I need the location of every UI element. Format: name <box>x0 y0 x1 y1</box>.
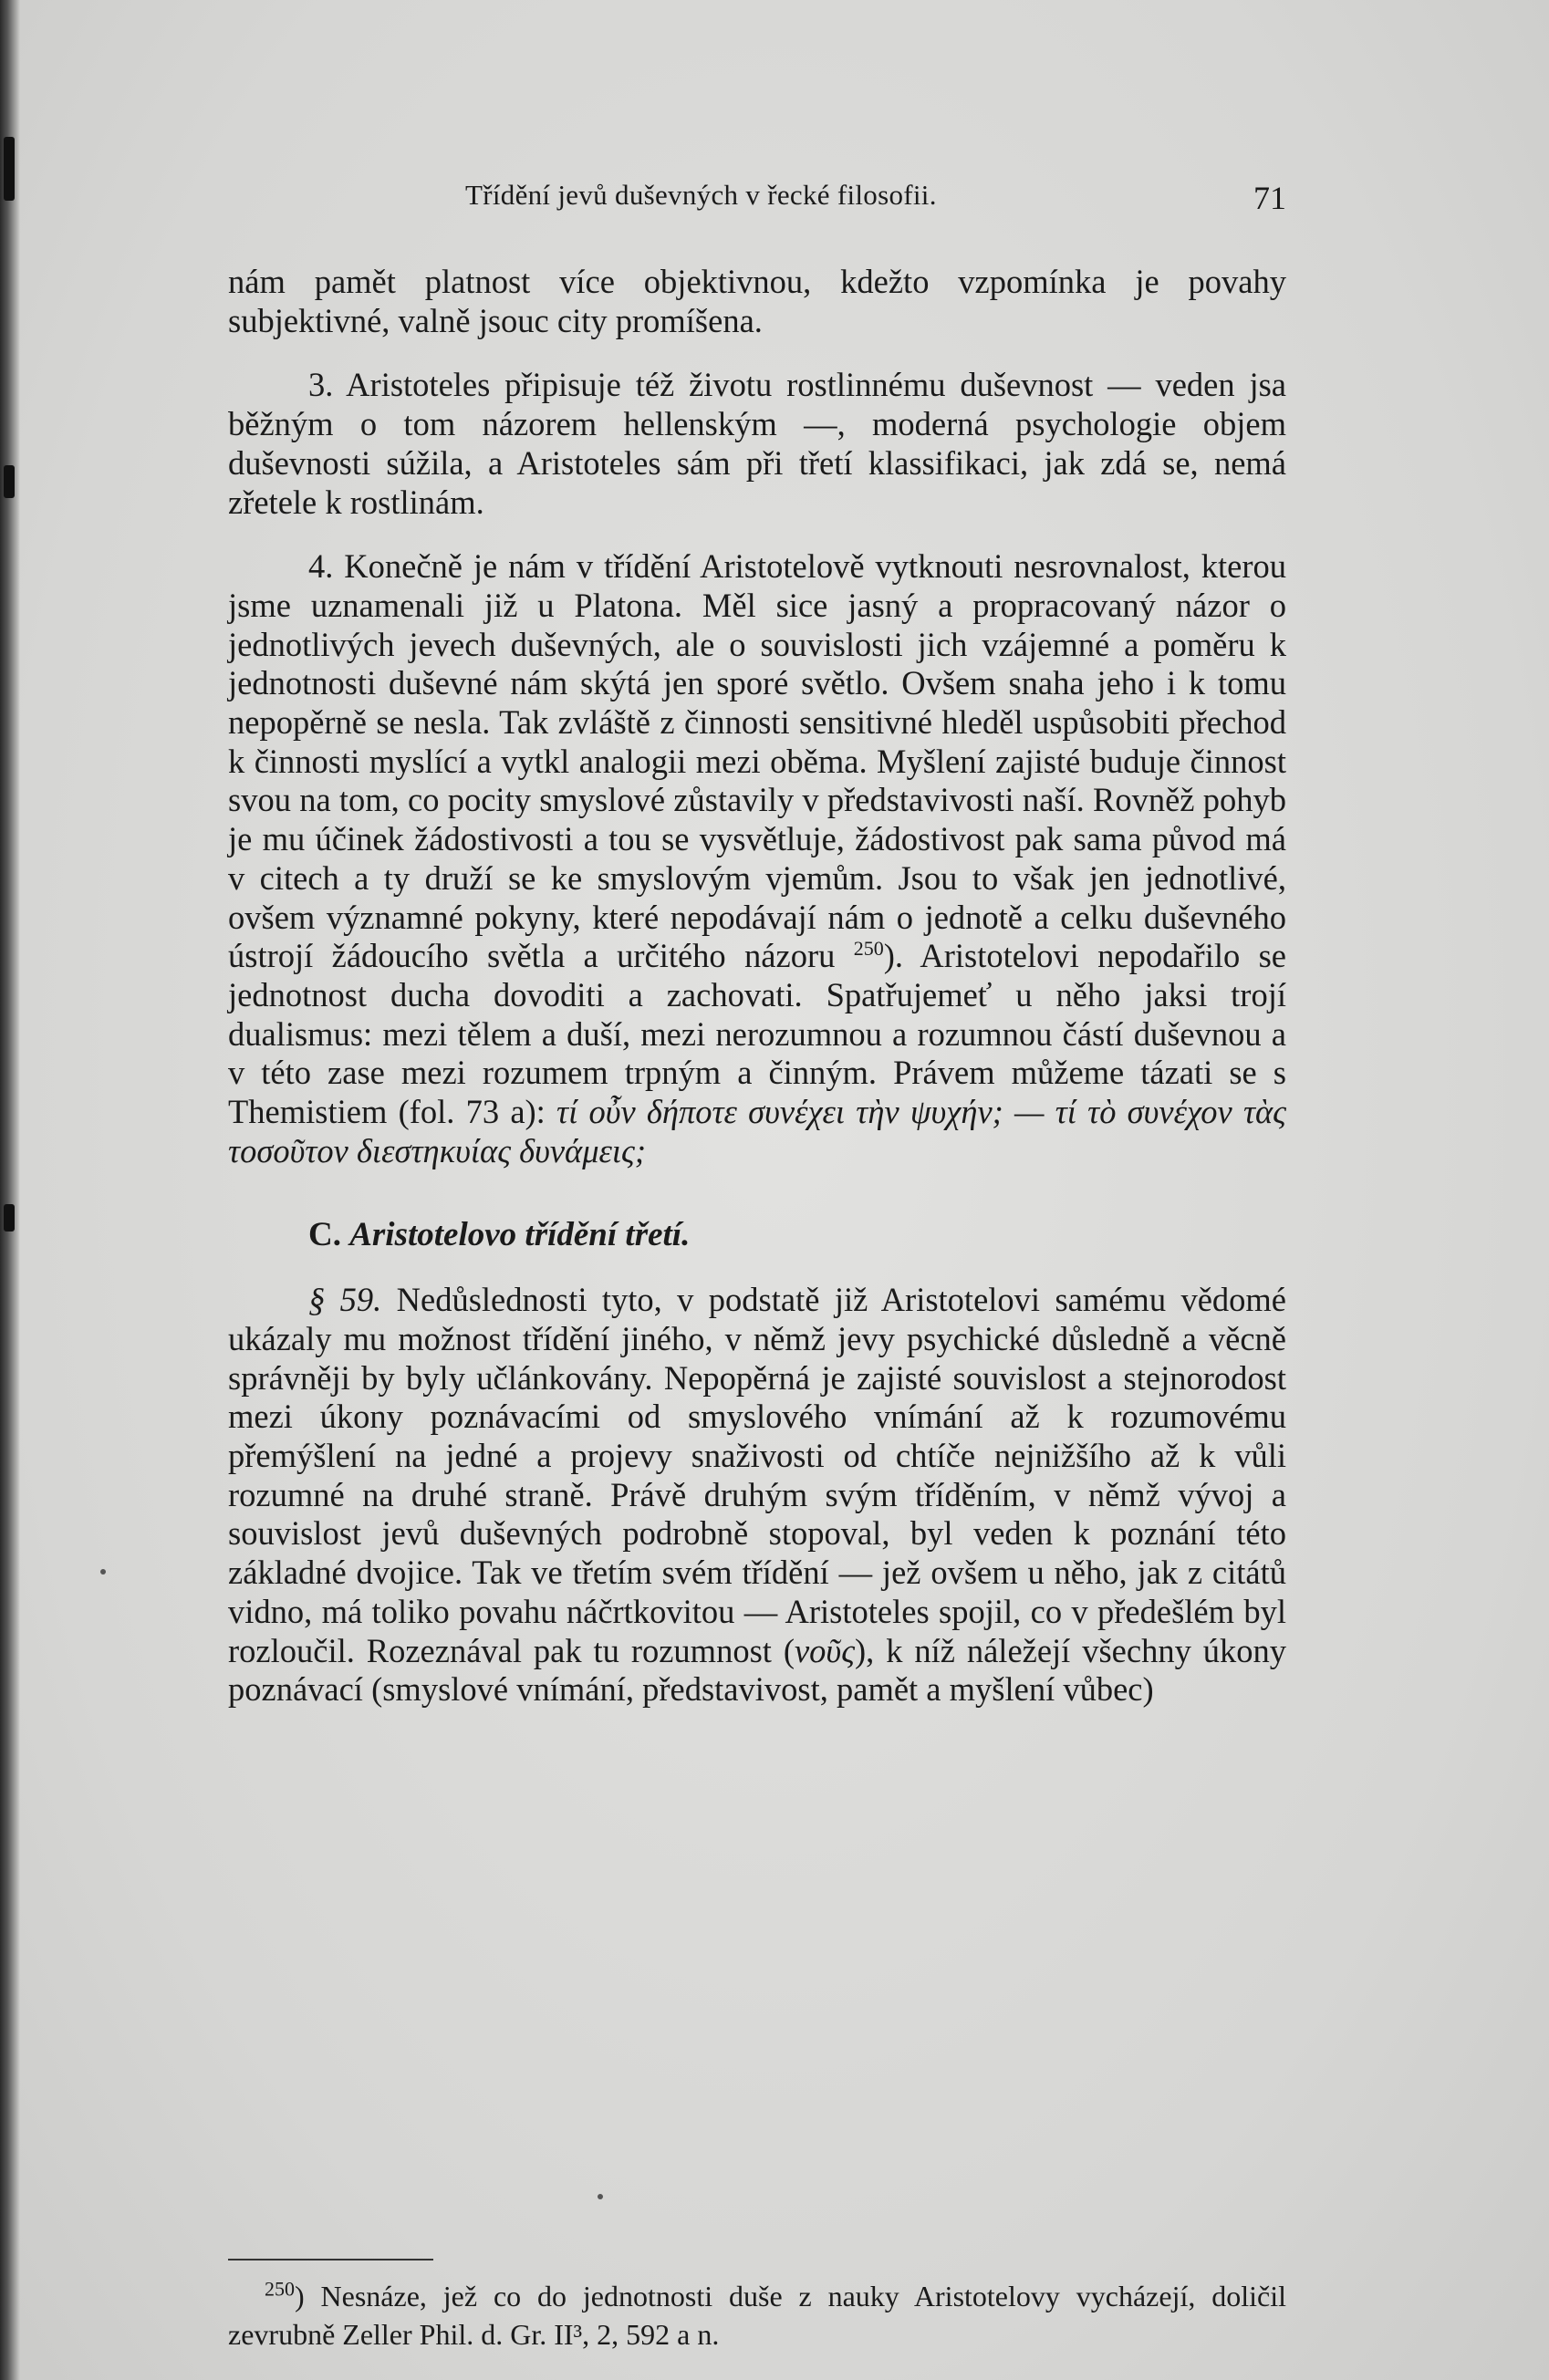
main-text <box>228 263 1286 1710</box>
running-title: Třídění jevů duševných v řecké filosofii. <box>465 179 937 211</box>
paragraph-text: Nedůslednosti tyto, v podstatě již Aristotelovi samému vědomé ukázaly mu možnost třídění jiného, v němž jevy psychické důsledně a věcně správněji by byly učlánkovány. Nepopěrná je zajisté souvislost a stejnorodost mezi úkony poznávacími od smyslového vnímání až k rozumovému přemýšlení na jedné a projevy snaživosti od chtíče nejnižšího až k vůli rozumné na druhé straně. Právě druhým svým tříděním, v němž vývoj a souvislost jevů duševných podrobně stopoval, byl veden k poznání této základné dvojice. Tak ve třetím svém třídění — jež ovšem u něho, jak z citátů vidno, má toliko povahu náčrtkovitou — Aristoteles spojil, co v předešlém byl rozloučil. Rozeznával pak tu rozumnost ( <box>228 1281 1287 1669</box>
footnote-reference: 250 <box>853 937 884 961</box>
running-header <box>228 179 1286 224</box>
footnote <box>228 2277 1286 2354</box>
paragraph <box>228 547 1286 1170</box>
paragraph-text: 4. Konečně je nám v třídění Aristotelově vytknouti nesrovnalost, kterou jsme uznamenali již u Platona. Měl sice jasný a propracovaný názor o jednotlivých jevech duševných, ale o souvislosti jich vzájemné a poměru k jednotnosti duševné nám skýtá jen sporé světlo. Ovšem snaha jeho i k tomu nepopěrně se nesla. Tak zvláště z činnosti sensitivné hleděl uspůsobiti přechod k činnosti myslící a vytkl analogii mezi oběma. Myšlení zajisté buduje činnost svou na tom, co pocity smyslové zůstavily v představivosti naší. Rovněž pohyb je mu účinek žádostivosti a tou se vysvětluje, žádostivost pak sama původ má v citech a ty druží se ke smyslovým vjemům. Jsou to však jen jednotlivé, ovšem významné pokyny, které nepodávají nám o jednotě a celku duševného ústrojí žádoucího světla a určitého názoru <box>228 547 1286 975</box>
section-letter: C. <box>308 1216 341 1254</box>
spine-mark <box>4 465 15 498</box>
paragraph: nám pamět platnost více objektivnou, kdežto vzpomínka je povahy subjektivné, valně jsouc city promíšena. <box>228 263 1286 339</box>
footnote-divider <box>228 2259 433 2260</box>
book-spine-edge <box>0 0 20 2380</box>
footnote-body: ) Nesnáze, jež co do jednotnosti duše z nauky Aristotelovy vycházejí, doličil zevrubně Zeller Phil. d. Gr. II³, 2, 592 a n. <box>228 2280 1286 2351</box>
section-heading <box>228 1216 1286 1255</box>
paragraph <box>228 1281 1286 1710</box>
spine-mark <box>4 137 15 201</box>
paper-speck <box>100 1569 106 1575</box>
footnote-marker: 250 <box>265 2277 295 2301</box>
greek-quotation: τί οὖν δήποτε συνέχει τὴν ψυχήν; — τί τὸ συνέχον τὰς τοσοῦτον διεστηκυίας δυνάμεις; <box>228 1093 1286 1169</box>
paragraph-text: ), k níž náležejí všechny úkony poznávací (smyslové vnímání, představivost, pamět a myšlení vůbec) <box>228 1631 1286 1709</box>
paragraph-number: § 59. <box>308 1281 382 1319</box>
paragraph: 3. Aristoteles připisuje též životu rostlinnému duševnost — veden jsa běžným o tom názorem hellenským —, moderná psychologie objem duševnosti súžila, a Aristoteles sám při třetí klassifikaci, jak zdá se, nemá zřetele k rostlinám. <box>228 366 1286 521</box>
spine-mark <box>4 1204 15 1232</box>
paragraph-text: ). Aristotelovi nepodařilo se jednotnost ducha dovoditi a zachovati. Spatřujemeť u něho jaksi trojí dualismus: mezi tělem a duší, mezi nerozumnou a rozumnou částí duševnou a v této zase mezi rozumem trpným a činným. Právem můžeme tázati se s Themistiem (fol. 73 a): <box>228 937 1286 1131</box>
page-number: 71 <box>1253 180 1286 216</box>
section-title: Aristotelovo třídění třetí. <box>349 1216 691 1254</box>
greek-term: νοῦς <box>794 1631 855 1669</box>
paper-speck <box>598 2194 603 2199</box>
footnote-text <box>228 2277 1286 2354</box>
